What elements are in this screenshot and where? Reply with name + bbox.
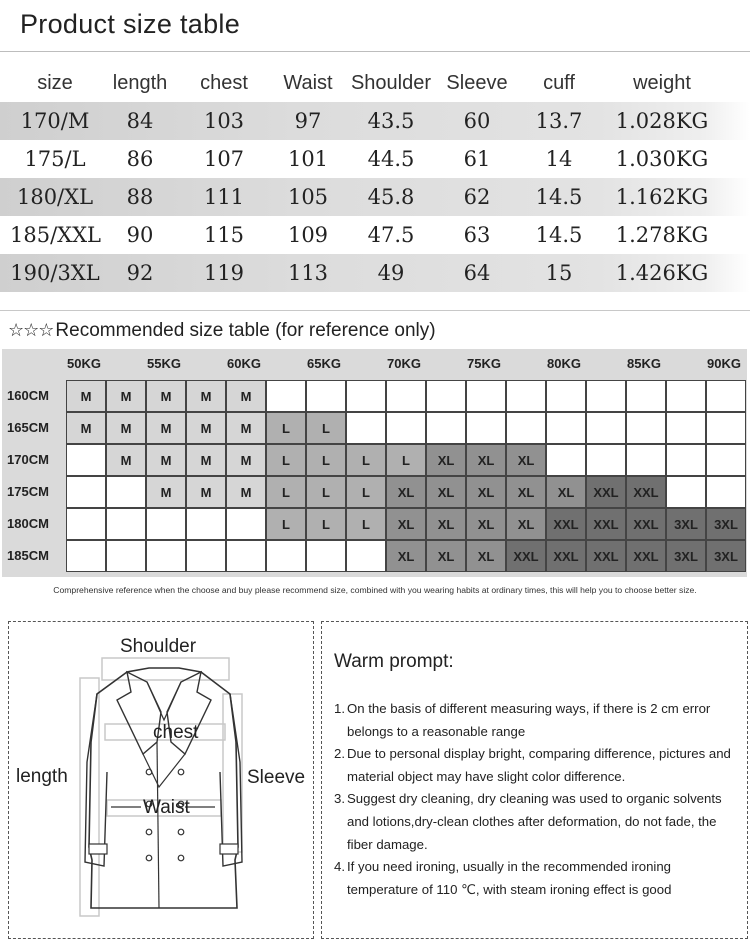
size-grid-cell: M: [106, 444, 146, 476]
table-row: [0, 216, 750, 254]
height-label: 175CM: [7, 484, 49, 499]
table-cell: 1.162KG: [615, 185, 709, 209]
table-cell: 49: [377, 261, 405, 285]
size-grid-cell: XL: [386, 540, 426, 572]
weight-label: 60KG: [227, 356, 261, 371]
size-grid-cell: [106, 476, 146, 508]
table-cell: 180/XL: [16, 185, 94, 209]
size-grid-cell: [626, 380, 666, 412]
recommended-title-text: Recommended size table (for reference only): [55, 320, 436, 341]
recommended-title: [8, 318, 436, 344]
size-grid-cell: XL: [466, 444, 506, 476]
table-row: [0, 140, 750, 178]
column-header: weight: [633, 72, 691, 94]
measurement-diagram-panel: [8, 621, 314, 939]
size-grid-cell: [346, 380, 386, 412]
warm-prompt-item: 1. On the basis of different measuring ways, if there is 2 cm error belongs to a reasonable range: [334, 701, 711, 739]
size-grid-cell: XXL: [506, 540, 546, 572]
size-grid-cell: [226, 540, 266, 572]
size-grid-cell: XL: [466, 476, 506, 508]
column-header: size: [37, 72, 73, 94]
size-grid-cell: L: [386, 444, 426, 476]
size-grid-cell: M: [226, 476, 266, 508]
size-grid-cell: M: [146, 476, 186, 508]
size-grid-cell: L: [266, 444, 306, 476]
size-grid-cell: [666, 444, 706, 476]
size-grid-cell: L: [306, 412, 346, 444]
table-row: [0, 254, 750, 292]
table-cell: 185/XXL: [10, 223, 102, 247]
size-grid-cell: XXL: [586, 508, 626, 540]
title-bar: [0, 0, 750, 52]
size-table-header: [0, 64, 750, 102]
size-grid-cell: [546, 380, 586, 412]
product-size-table: [0, 64, 750, 292]
size-grid-cell: [506, 412, 546, 444]
size-grid-cell: [666, 380, 706, 412]
column-header: chest: [200, 72, 248, 94]
size-grid-cell: XXL: [626, 540, 666, 572]
size-grid-cell: XL: [506, 508, 546, 540]
warm-prompt-title: Warm prompt:: [334, 651, 454, 672]
weight-label: 90KG: [707, 356, 741, 371]
size-grid-cell: M: [106, 412, 146, 444]
table-cell: 84: [126, 109, 154, 133]
size-grid-cell: [66, 476, 106, 508]
warm-prompt-item: 3. Suggest dry cleaning, dry cleaning was used to organic solvents and lotions,dry-clean clothes after deformation, do not fade, the fiber damage.: [334, 791, 722, 852]
column-header: Waist: [283, 72, 333, 94]
size-grid-cell: XL: [506, 444, 546, 476]
size-grid-cell: XL: [426, 476, 466, 508]
size-grid-cell: [546, 444, 586, 476]
column-header: Sleeve: [446, 72, 508, 94]
table-row: [0, 178, 750, 216]
size-grid-cell: L: [266, 508, 306, 540]
length-label: length: [16, 766, 68, 787]
size-grid-cell: XXL: [586, 540, 626, 572]
table-cell: 97: [294, 109, 322, 133]
table-cell: 13.7: [535, 109, 583, 133]
size-grid-cell: XXL: [546, 540, 586, 572]
table-cell: 190/3XL: [10, 261, 100, 285]
size-grid-cell: [466, 380, 506, 412]
size-grid-cell: [586, 444, 626, 476]
size-grid-cell: XXL: [586, 476, 626, 508]
table-cell: 1.278KG: [615, 223, 709, 247]
size-grid-cell: M: [186, 380, 226, 412]
size-grid-cell: XL: [426, 540, 466, 572]
size-grid-cell: [586, 412, 626, 444]
size-grid-cell: M: [186, 412, 226, 444]
size-grid-cell: XXL: [546, 508, 586, 540]
size-grid-cell: [466, 412, 506, 444]
height-label: 165CM: [7, 420, 49, 435]
table-cell: 88: [126, 185, 154, 209]
table-cell: 113: [287, 261, 329, 285]
table-cell: 47.5: [367, 223, 415, 247]
table-cell: 101: [287, 147, 329, 171]
waist-label: Waist: [143, 797, 190, 818]
table-cell: 107: [203, 147, 245, 171]
table-cell: 105: [287, 185, 329, 209]
table-cell: 45.8: [367, 185, 415, 209]
size-grid-cell: XXL: [626, 508, 666, 540]
table-cell: 1.030KG: [615, 147, 709, 171]
table-cell: 63: [463, 223, 491, 247]
warm-prompt-item: 2. Due to personal display bright, comparing difference, pictures and material object may have slight color difference.: [334, 746, 731, 784]
chest-label: chest: [153, 722, 199, 743]
table-cell: 86: [126, 147, 154, 171]
size-grid-cell: M: [226, 444, 266, 476]
table-cell: 14: [545, 147, 573, 171]
weight-label: 65KG: [307, 356, 341, 371]
size-grid-cell: M: [146, 412, 186, 444]
column-header: Shoulder: [350, 72, 432, 94]
size-grid-cell: M: [186, 476, 226, 508]
size-grid-cell: XL: [386, 508, 426, 540]
size-grid-cell: M: [66, 412, 106, 444]
table-cell: 175/L: [24, 147, 86, 171]
size-grid-cell: [426, 380, 466, 412]
table-cell: 109: [287, 223, 329, 247]
size-grid-cell: [706, 444, 746, 476]
weight-label: 70KG: [387, 356, 421, 371]
size-grid-cell: [386, 380, 426, 412]
weight-label: 80KG: [547, 356, 581, 371]
size-grid-cell: [626, 412, 666, 444]
size-grid-cell: XL: [466, 508, 506, 540]
table-cell: 62: [463, 185, 491, 209]
size-grid-cell: L: [306, 444, 346, 476]
table-cell: 44.5: [367, 147, 415, 171]
size-grid-cell: [706, 380, 746, 412]
size-grid-cell: [346, 412, 386, 444]
size-grid-cell: [506, 380, 546, 412]
size-grid-cell: L: [266, 412, 306, 444]
table-cell: 14.5: [535, 185, 583, 209]
size-grid-cell: 3XL: [706, 540, 746, 572]
size-grid-cell: [706, 476, 746, 508]
size-grid-cell: [146, 508, 186, 540]
size-grid-cell: [306, 380, 346, 412]
table-cell: 92: [126, 261, 154, 285]
page-title: Product size table: [20, 9, 241, 39]
size-grid-cell: [386, 412, 426, 444]
weight-label: 85KG: [627, 356, 661, 371]
table-cell: 103: [203, 109, 245, 133]
table-row: [0, 102, 750, 140]
table-cell: 43.5: [367, 109, 415, 133]
weight-label: 50KG: [67, 356, 101, 371]
table-cell: 119: [203, 261, 245, 285]
size-grid-cell: [106, 508, 146, 540]
size-grid-cell: [66, 508, 106, 540]
size-grid-cell: [66, 540, 106, 572]
table-cell: 1.426KG: [615, 261, 709, 285]
size-grid-cell: [266, 540, 306, 572]
column-header: cuff: [543, 72, 575, 94]
size-grid-cell: [186, 540, 226, 572]
size-grid-cell: M: [226, 380, 266, 412]
size-grid-cell: [266, 380, 306, 412]
size-grid-cell: [586, 380, 626, 412]
sleeve-label: Sleeve: [247, 767, 306, 788]
size-grid-cell: M: [146, 380, 186, 412]
size-grid-cell: L: [346, 444, 386, 476]
size-grid-cell: [106, 540, 146, 572]
table-cell: 90: [126, 223, 154, 247]
size-grid-cell: 3XL: [666, 508, 706, 540]
size-grid-cell: XL: [546, 476, 586, 508]
table-cell: 1.028KG: [615, 109, 709, 133]
column-header: length: [112, 72, 168, 94]
size-grid-cell: [306, 540, 346, 572]
size-grid-cell: [666, 476, 706, 508]
table-cell: 170/M: [20, 109, 90, 133]
height-label: 185CM: [7, 548, 49, 563]
table-cell: 15: [545, 261, 573, 285]
size-grid-cell: XL: [426, 508, 466, 540]
size-grid-cell: [346, 540, 386, 572]
height-label: 180CM: [7, 516, 49, 531]
size-grid-cell: [146, 540, 186, 572]
size-grid-cell: L: [346, 476, 386, 508]
table-cell: 111: [203, 185, 245, 209]
size-grid-cell: M: [186, 444, 226, 476]
size-grid-cell: [426, 412, 466, 444]
size-grid-cell: 3XL: [706, 508, 746, 540]
table-cell: 14.5: [535, 223, 583, 247]
table-cell: 60: [463, 109, 491, 133]
table-cell: 115: [203, 223, 245, 247]
size-grid-cell: L: [266, 476, 306, 508]
size-grid-cell: [666, 412, 706, 444]
warm-prompt-list: [334, 698, 744, 901]
size-grid-cell: M: [106, 380, 146, 412]
size-grid-cell: [226, 508, 266, 540]
weight-label: 75KG: [467, 356, 501, 371]
size-grid-cell: [626, 444, 666, 476]
size-grid-cell: XL: [386, 476, 426, 508]
size-grid-cell: XL: [426, 444, 466, 476]
weight-label: 55KG: [147, 356, 181, 371]
size-grid-cell: L: [346, 508, 386, 540]
size-grid-cell: [706, 412, 746, 444]
size-grid-cell: [66, 444, 106, 476]
size-grid-cell: L: [306, 476, 346, 508]
size-grid-cell: M: [66, 380, 106, 412]
divider: [0, 310, 750, 311]
size-grid-cell: [546, 412, 586, 444]
size-grid-cell: 3XL: [666, 540, 706, 572]
warm-prompt-item: 4. If you need ironing, usually in the recommended ironing temperature of 110 ℃, with steam ironing effect is good: [334, 859, 672, 897]
table-cell: 64: [463, 261, 491, 285]
shoulder-label: Shoulder: [120, 636, 197, 657]
size-grid-cell: M: [146, 444, 186, 476]
size-grid-cell: [186, 508, 226, 540]
size-grid-cell: XL: [506, 476, 546, 508]
size-grid-cell: XXL: [626, 476, 666, 508]
size-grid-cell: L: [306, 508, 346, 540]
size-grid-cell: XL: [466, 540, 506, 572]
footnote: Comprehensive reference when the choose and buy please recommend size, combined with you wearing habits at ordinary times, this will help you to choose better size.: [53, 585, 697, 595]
height-label: 160CM: [7, 388, 49, 403]
star-icons: ☆☆☆: [8, 320, 54, 341]
size-grid-cell: M: [226, 412, 266, 444]
table-cell: 61: [463, 147, 491, 171]
height-label: 170CM: [7, 452, 49, 467]
